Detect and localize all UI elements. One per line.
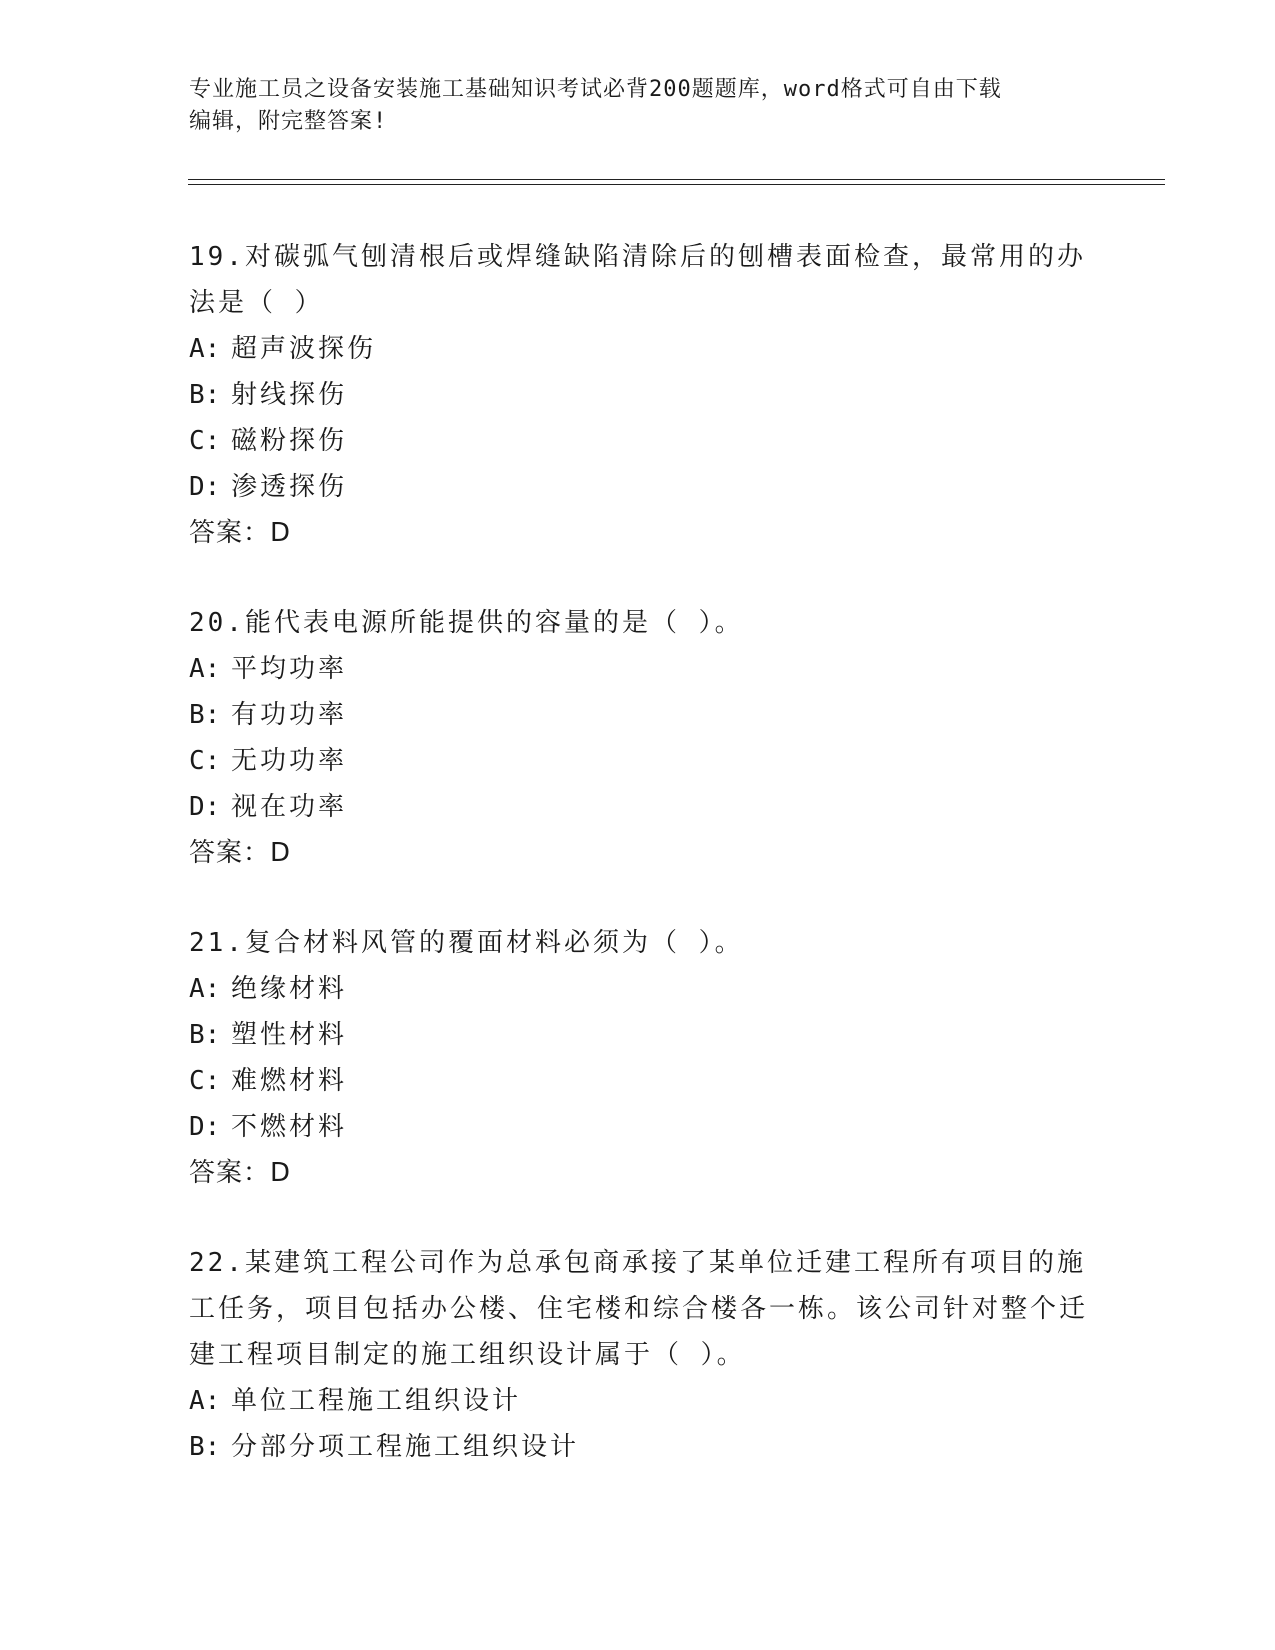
answer-text: 答案：D xyxy=(189,518,292,548)
option-letter: D: xyxy=(189,792,221,822)
option-text: 塑性材料 xyxy=(231,1020,348,1050)
document-header xyxy=(189,74,1069,138)
question-19 xyxy=(189,234,1089,556)
option-text: 磁粉探伤 xyxy=(231,426,348,456)
option-a xyxy=(189,1378,1089,1424)
option-letter: C: xyxy=(189,746,221,776)
option-d xyxy=(189,464,1089,510)
option-text: 单位工程施工组织设计 xyxy=(231,1386,522,1416)
option-letter: B: xyxy=(189,700,221,730)
header-divider-top xyxy=(188,179,1165,180)
option-c xyxy=(189,738,1089,784)
option-b xyxy=(189,692,1089,738)
question-22 xyxy=(189,1240,1089,1470)
option-text: 超声波探伤 xyxy=(231,334,377,364)
option-d xyxy=(189,784,1089,830)
option-text: 难燃材料 xyxy=(231,1066,348,1096)
option-a xyxy=(189,646,1089,692)
question-list xyxy=(189,234,1089,1514)
option-letter: A: xyxy=(189,974,221,1004)
option-text: 平均功率 xyxy=(231,654,348,684)
option-list xyxy=(189,646,1089,830)
option-text: 分部分项工程施工组织设计 xyxy=(231,1432,580,1462)
option-letter: B: xyxy=(189,1020,221,1050)
option-text: 射线探伤 xyxy=(231,380,348,410)
option-letter: D: xyxy=(189,1112,221,1142)
header-line-2: 编辑，附完整答案! xyxy=(189,109,388,134)
option-text: 有功功率 xyxy=(231,700,348,730)
option-list xyxy=(189,326,1089,510)
option-letter: A: xyxy=(189,334,221,364)
option-letter: A: xyxy=(189,654,221,684)
option-text: 渗透探伤 xyxy=(231,472,348,502)
question-stem: 21.复合材料风管的覆面材料必须为（ ）。 xyxy=(189,928,744,958)
option-letter: C: xyxy=(189,426,221,456)
option-text: 无功功率 xyxy=(231,746,348,776)
option-a xyxy=(189,966,1089,1012)
option-text: 不燃材料 xyxy=(231,1112,348,1142)
question-stem: 20.能代表电源所能提供的容量的是（ ）。 xyxy=(189,608,744,638)
question-stem: 22.某建筑工程公司作为总承包商承接了某单位迁建工程所有项目的施工任务，项目包括办公楼、住宅楼和综合楼各一栋。该公司针对整个迁建工程项目制定的施工组织设计属于（ ）。 xyxy=(189,1248,1089,1370)
question-20 xyxy=(189,600,1089,876)
option-list xyxy=(189,1378,1089,1470)
option-b xyxy=(189,1012,1089,1058)
option-b xyxy=(189,372,1089,418)
option-b xyxy=(189,1424,1089,1470)
option-letter: A: xyxy=(189,1386,221,1416)
answer-text: 答案：D xyxy=(189,838,292,868)
option-a xyxy=(189,326,1089,372)
option-c xyxy=(189,1058,1089,1104)
option-letter: C: xyxy=(189,1066,221,1096)
option-text: 绝缘材料 xyxy=(231,974,348,1004)
question-21 xyxy=(189,920,1089,1196)
option-letter: B: xyxy=(189,380,221,410)
option-letter: D: xyxy=(189,472,221,502)
option-text: 视在功率 xyxy=(231,792,348,822)
option-list xyxy=(189,966,1089,1150)
answer-text: 答案：D xyxy=(189,1158,292,1188)
option-d xyxy=(189,1104,1089,1150)
option-c xyxy=(189,418,1089,464)
header-line-1: 专业施工员之设备安装施工基础知识考试必背200题题库，word格式可自由下载 xyxy=(189,77,1002,102)
header-divider-bottom xyxy=(188,184,1165,185)
option-letter: B: xyxy=(189,1432,221,1462)
question-stem: 19.对碳弧气刨清根后或焊缝缺陷清除后的刨槽表面检查，最常用的办法是（ ） xyxy=(189,242,1086,318)
